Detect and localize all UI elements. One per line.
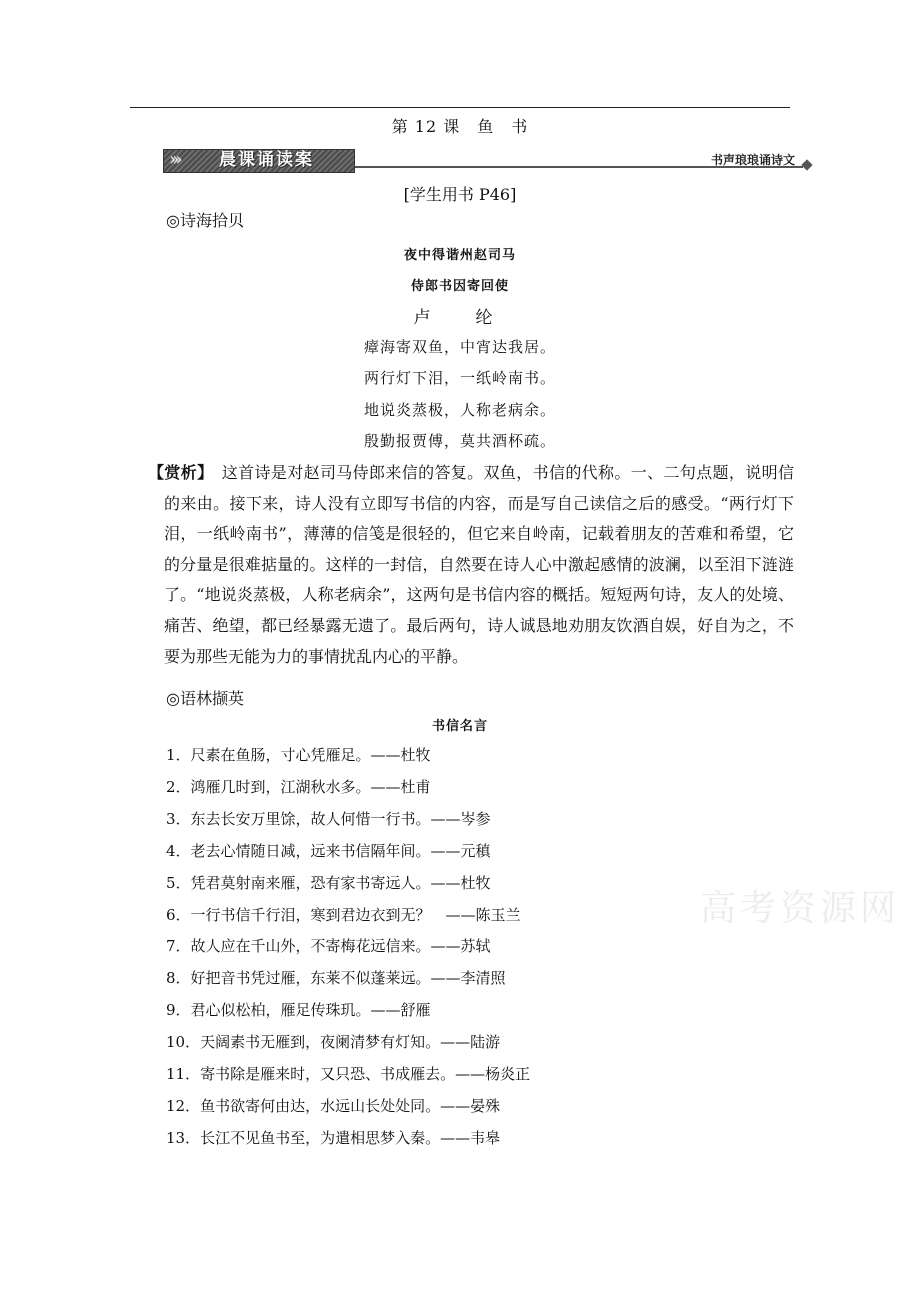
quote-item: 3．东去长安万里馀，故人何惜一行书。——岑参	[166, 810, 491, 828]
quotes-title: 书信名言	[431, 719, 488, 734]
quote-item: 6．一行书信千行泪，寒到君边衣到无？ ——陈玉兰	[166, 906, 521, 924]
poem-analysis	[148, 458, 794, 672]
poem-line: 瘴海寄双鱼，中宵达我居。	[363, 338, 556, 356]
quote-item: 10．天阔素书无雁到，夜阑清梦有灯知。——陆游	[166, 1033, 501, 1051]
diamond-icon	[801, 159, 812, 170]
quote-item: 1．尺素在鱼肠，寸心凭雁足。——杜牧	[166, 746, 431, 764]
page-reference: [学生用书 P46]	[403, 185, 517, 204]
poem-author: 卢 纶	[413, 308, 507, 328]
poem-title-line-1: 夜中得谐州赵司马	[403, 248, 516, 263]
quote-item: 9．君心似松柏，雁足传珠玑。——舒雁	[166, 1001, 431, 1019]
poem-line: 地说炎蒸极，人称老病余。	[363, 401, 556, 419]
analysis-text: 这首诗是对赵司马侍郎来信的答复。双鱼，书信的代称。一、二句点题，说明信的来由。接下来，诗人没有立即写书信的内容，而是写自己读信之后的感受。“两行灯下泪，一纸岭南书”，薄薄的信笺是很轻的，但它来自岭南，记载着朋友的苦难和希望，它的分量是很难掂量的。这样的一封信，自然要在诗人心中激起感情的波澜，以至泪下涟涟了。“地说炎蒸极，人称老病余”，这两句是书信内容的概括。短短两句诗，友人的处境、痛苦、绝望，都已经暴露无遗了。最后两句，诗人诚恳地劝朋友饮酒自娱，好自为之，不要为那些无能为力的事情扰乱内心的平静。	[164, 463, 794, 666]
quote-item: 8．好把音书凭过雁，东莱不似蓬莱远。——李清照	[166, 969, 506, 987]
chevron-right-icon: ›››	[169, 149, 179, 170]
quote-item: 11．寄书除是雁来时，又只恐、书成雁去。——杨炎正	[166, 1065, 531, 1083]
watermark: 高考资源网	[700, 888, 901, 929]
poem-line: 两行灯下泪，一纸岭南书。	[363, 369, 556, 387]
quote-item: 5．凭君莫射南来雁，恐有家书寄远人。——杜牧	[166, 874, 491, 892]
quote-item: 13．长江不见鱼书至，为遣相思梦入秦。——韦皋	[166, 1129, 501, 1147]
section-banner	[163, 145, 813, 173]
top-rule	[130, 107, 790, 108]
banner-title: 晨课诵读案	[219, 150, 314, 170]
quote-item: 7．故人应在千山外，不寄梅花远信来。——苏轼	[166, 937, 491, 955]
section-heading-poetry: ◎诗海拾贝	[166, 211, 244, 230]
quote-item: 2．鸿雁几时到，江湖秋水多。——杜甫	[166, 778, 431, 796]
quote-item: 12．鱼书欲寄何由达，水远山长处处同。——晏殊	[166, 1097, 501, 1115]
quote-item: 4．老去心情随日减，远来书信隔年间。——元稹	[166, 842, 491, 860]
lesson-title: 第 12 课 鱼 书	[391, 117, 529, 136]
poem-title-line-2: 侍郎书因寄回使	[410, 279, 509, 294]
analysis-label: 【赏析】	[148, 463, 206, 482]
banner-subtitle: 书声琅琅诵诗文	[710, 153, 795, 167]
section-heading-quotes: ◎语林撷英	[166, 689, 244, 708]
poem-line: 殷勤报贾傅，莫共酒杯疏。	[363, 432, 556, 450]
